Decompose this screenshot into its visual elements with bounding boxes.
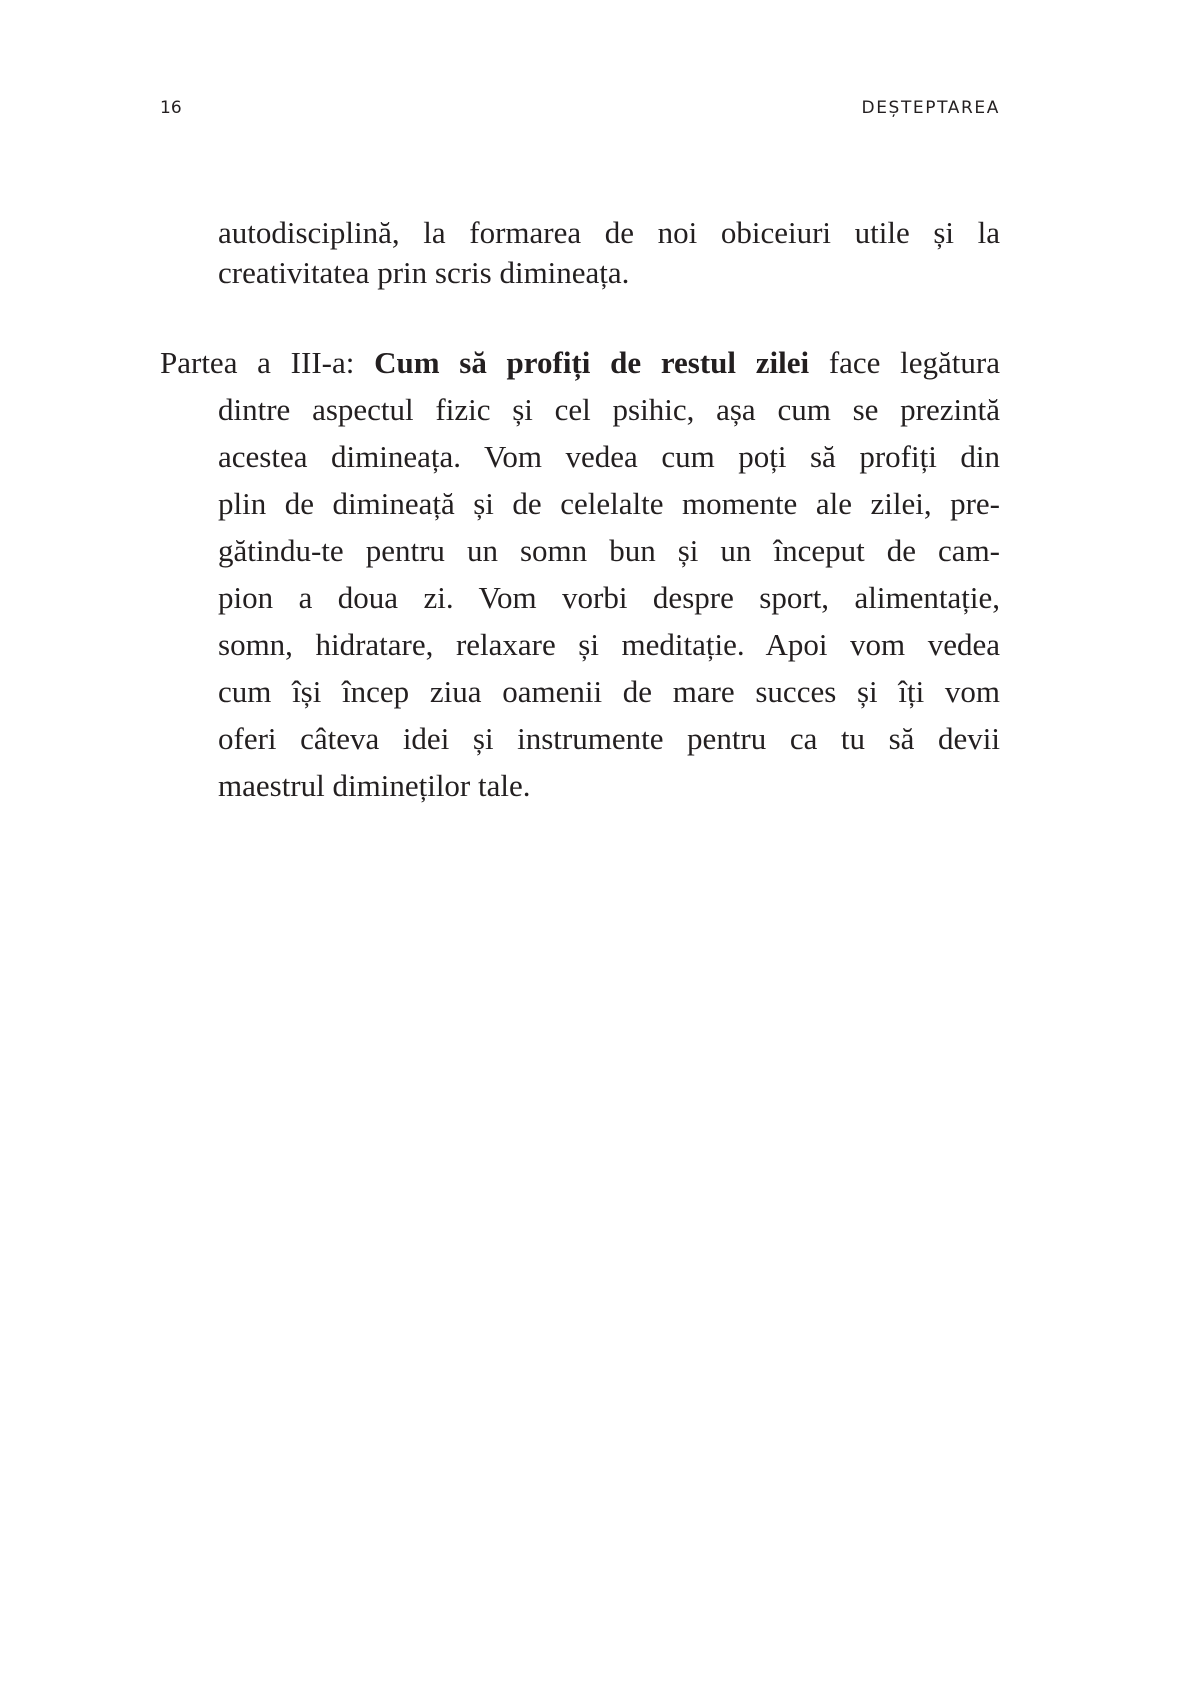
text-line: cum își încep ziua oamenii de mare succes și îți vom [218,674,1000,709]
text-line: pion a doua zi. Vom vorbi despre sport, alimentație, [218,580,1000,615]
part-label: Partea a III-a: [160,345,375,380]
text-line: autodisciplină, la formarea de noi obiceiuri utile și la [218,215,1000,250]
text-line: maestrul dimineților tale. [218,768,531,803]
part-title: Cum să profiți de restul zilei [374,345,810,380]
text-line: plin de dimineață și de celelalte momente ale zilei, pre- [218,486,1000,521]
text-line [160,343,1000,383]
text-line: gătindu-te pentru un somn bun și un început de cam- [218,533,1000,568]
part-label-rest: face legătura [809,345,1000,380]
running-title: DEȘTEPTAREA [861,98,1000,118]
text-line: creativitatea prin scris dimineața. [218,255,630,290]
text-line: acestea dimineața. Vom vedea cum poți să profiți din [218,439,1000,474]
text-line: somn, hidratare, relaxare și meditație. Apoi vom vedea [218,627,1000,662]
text-line: oferi câteva idei și instrumente pentru ca tu să devii [218,721,1000,756]
page-number: 16 [160,98,182,118]
page-header [160,98,1000,122]
text-line: dintre aspectul fizic și cel psihic, așa cum se prezintă [218,392,1000,427]
